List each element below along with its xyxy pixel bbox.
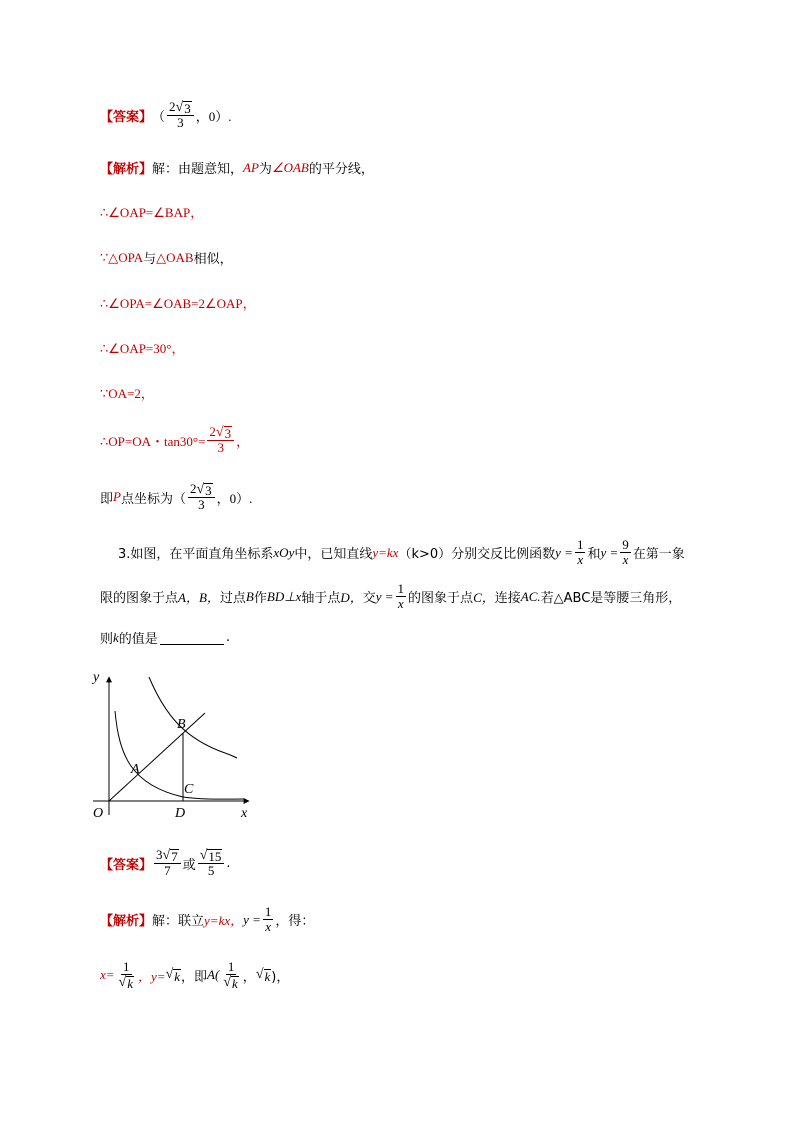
fraction: 2 √ 3 3	[167, 100, 194, 130]
solution-step-2: ∵△OPA 与 △OAB 相似，	[100, 249, 233, 267]
answer-blank	[160, 630, 224, 645]
question-text: 限的图象于点 A，B， 过点 B 作 BD⊥x 轴于点 D， 交 y = $\frac{1}{x}$ 的图象于点 C， 连接 AC. 若△ABC是等腰三角形，	[100, 581, 682, 611]
answer-tag: 【答案】	[100, 109, 153, 125]
solution-step-4: ∴∠OAP=30°，	[100, 341, 185, 356]
answer-line: 【答案】 3 √ 7 7 或 √ 15 5 .	[100, 847, 231, 878]
question-text: 则 k 的值是 .	[100, 629, 230, 647]
answer-line: 【答案】 （ 2 √ 3 3 ，0）.	[100, 99, 232, 130]
fraction: $\frac{1}{x}$	[576, 537, 584, 567]
fraction: $\frac{9}{x}$	[622, 537, 629, 567]
label-y: y	[93, 670, 100, 685]
analysis-line: 【解析】 解：联立 y=kx， y = $\frac{1}{x}$ ，得：	[100, 904, 315, 934]
curve-9-over-x	[149, 677, 237, 758]
fraction: 2 √ 3 3	[207, 425, 234, 455]
solution-step-7: 即 P 点坐标为（ 2 √ 3 3 ，0）.	[100, 481, 253, 512]
label-c: C	[184, 782, 194, 797]
fraction: $\frac{1}{x}$	[397, 581, 405, 611]
label-o: O	[93, 806, 104, 821]
solution-step-5: ∵OA=2，	[100, 386, 154, 401]
answer-tag: 【答案】	[100, 857, 153, 873]
solution-step-6: ∴OP=OA・tan30°= 2 √ 3 3 ，	[100, 424, 250, 455]
fraction: 1 √ k	[223, 959, 238, 991]
question-text: 3.如图，在平面直角坐标系 xOy 中，已知直线 y=kx （k>0）分别交反比例函数 y = $\frac{1}{x}$ 和 y = $\frac{9}{x}$ 在第一象	[118, 537, 685, 567]
fraction: $\frac{1}{x}$	[264, 904, 272, 934]
label-b: B	[177, 717, 186, 732]
label-d: D	[175, 806, 186, 821]
fraction: 1 √ k	[118, 959, 134, 991]
fraction: √ 15 5	[198, 848, 225, 878]
analysis-tag: 【解析】	[100, 162, 153, 177]
fraction: 3 √ 7 7	[154, 848, 181, 878]
solution-step: x= 1 √ k ，y= √ k ，即 A( 1 √ k ， √ k )，	[100, 959, 290, 991]
solution-step-1: ∴∠OAP=∠BAP，	[100, 205, 204, 220]
label-x: x	[241, 806, 248, 821]
fraction: 2 √ 3 3	[188, 482, 215, 512]
solution-step-3: ∴∠OPA=∠OAB=2∠OAP，	[100, 296, 256, 311]
coordinate-figure	[85, 665, 285, 825]
label-a: A	[131, 762, 140, 777]
analysis-tag: 【解析】	[100, 914, 153, 929]
analysis-line: 【解析】 解：由题意知， AP 为 ∠OAB 的平分线，	[100, 159, 374, 177]
